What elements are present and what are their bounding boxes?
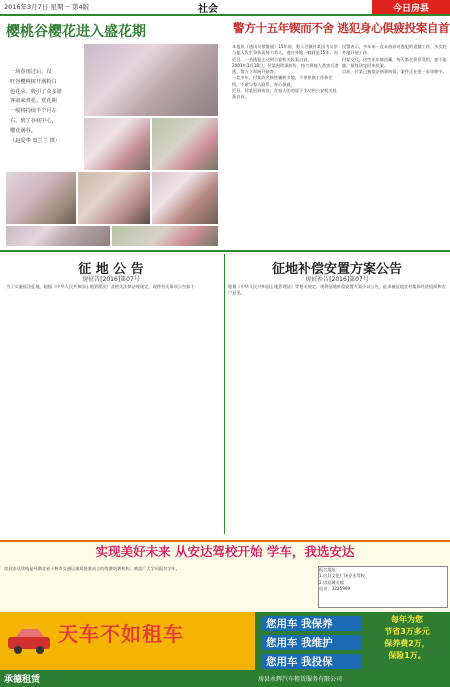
feature-photo-6 (152, 172, 218, 224)
notice-divider (224, 254, 225, 534)
notice-1-body: 为了实施依法征地，根据《中华人民共和国土地管理法》及相关法律法规规定，现将有关事项公告如下： (6, 284, 199, 289)
newspaper-logo: 今日房县 (372, 0, 450, 14)
article-column-1: 本报讯（通讯员徐俊丽）15年前，野人谷镇付某因为父亲与他人发生争执而持刀杀人，逃往外地一躲就是15年，而近日，一名逃犯主动到公安机关投案自首。 2001年1月18日，付某因琐事纠纷，持刀将他人杀害后潜逃，警方立即展开侦查。 一晃多年，付某改名换姓辗转多地，不停更换工作和住所，不敢与家人联系，身心俱疲。 近日，付某回到房县，在家人的劝说下主动到公安机关投案自首。 (232, 44, 339, 100)
feature-photo-5 (78, 172, 150, 224)
notice-2-title: 征地补偿安置方案公告 (271, 262, 402, 277)
article-headline: 警方十五年锲而不舍 逃犯身心俱疲投案自首 (233, 21, 450, 35)
feature-photo-7 (6, 226, 110, 246)
rental-company: 房县永辉汽车租赁服务有限公司 (258, 676, 343, 683)
car-rental-headline: 天车不如租车 (58, 622, 184, 646)
car-rental-label: 承德租赁 (4, 675, 41, 685)
car-icon (6, 626, 52, 656)
feature-photo-3 (152, 118, 218, 170)
section-divider (0, 250, 450, 252)
feature-photo-4 (6, 172, 76, 224)
section-title: 社会 (198, 4, 218, 15)
article-column-2: 民警表示，多年来一直未放弃对逃犯的追捕工作，多次赴外地开展工作。 付某交代，这些年东躲西藏，每天都在担惊受怕，夜不能寐，最终决定回来投案。 目前，付某已被依法刑事拘留，案件正在进一步审理中。 (342, 44, 447, 75)
notice-1-number: 房征告[2016]第07号 (82, 276, 140, 283)
slogan-list (262, 616, 362, 669)
driving-school-desc: 房县安达驾校是经湖北省十堰市交通运输局批准成立的驾驶培训机构，欢迎广大学员报名学车。 (4, 566, 180, 571)
feature-photo-main (84, 44, 218, 116)
issue-date: 2016年3月7日 星期一 第4版 (4, 3, 90, 11)
driving-school-contact: 报名地址： 1.房县文化广场安达驾校 2.房县城关镇 电话：3225999 (318, 566, 448, 608)
notice-2-number: 房征补告[2016]第07号 (305, 276, 369, 283)
notice-2-body: 根据《中华人民共和国土地管理法》等相关规定，现将征地补偿安置方案予以公告，征求被征地农村集体经济组织和农户意见。 (228, 284, 446, 296)
feature-caption: 一场春雨过后，汉 旺谷樱桃树开满粉白 色花朵，吸引了众多游 客前来赏花。赏花期 一般将持续半个月左 右，到了谷底中心， 樱花满谷。 （赵爱华 田兰兰 摄） (10, 69, 62, 144)
feature-headline: 樱桃谷樱花进入盛花期 (6, 24, 146, 40)
slogan-1: 您用车 我保养 (262, 616, 362, 631)
rental-savings: 每年为您 节省3万多元 保养费2万， 保险1万。 (384, 615, 430, 660)
notice-1-title: 征 地 公 告 (78, 262, 144, 277)
feature-photo-8 (112, 226, 218, 246)
driving-school-headline: 实现美好未来 从安达驾校开始 学车，我选安达 (95, 544, 355, 559)
feature-photo-2 (84, 118, 150, 170)
slogan-3: 您用车 我投保 (262, 654, 362, 669)
slogan-2: 您用车 我维护 (262, 635, 362, 650)
